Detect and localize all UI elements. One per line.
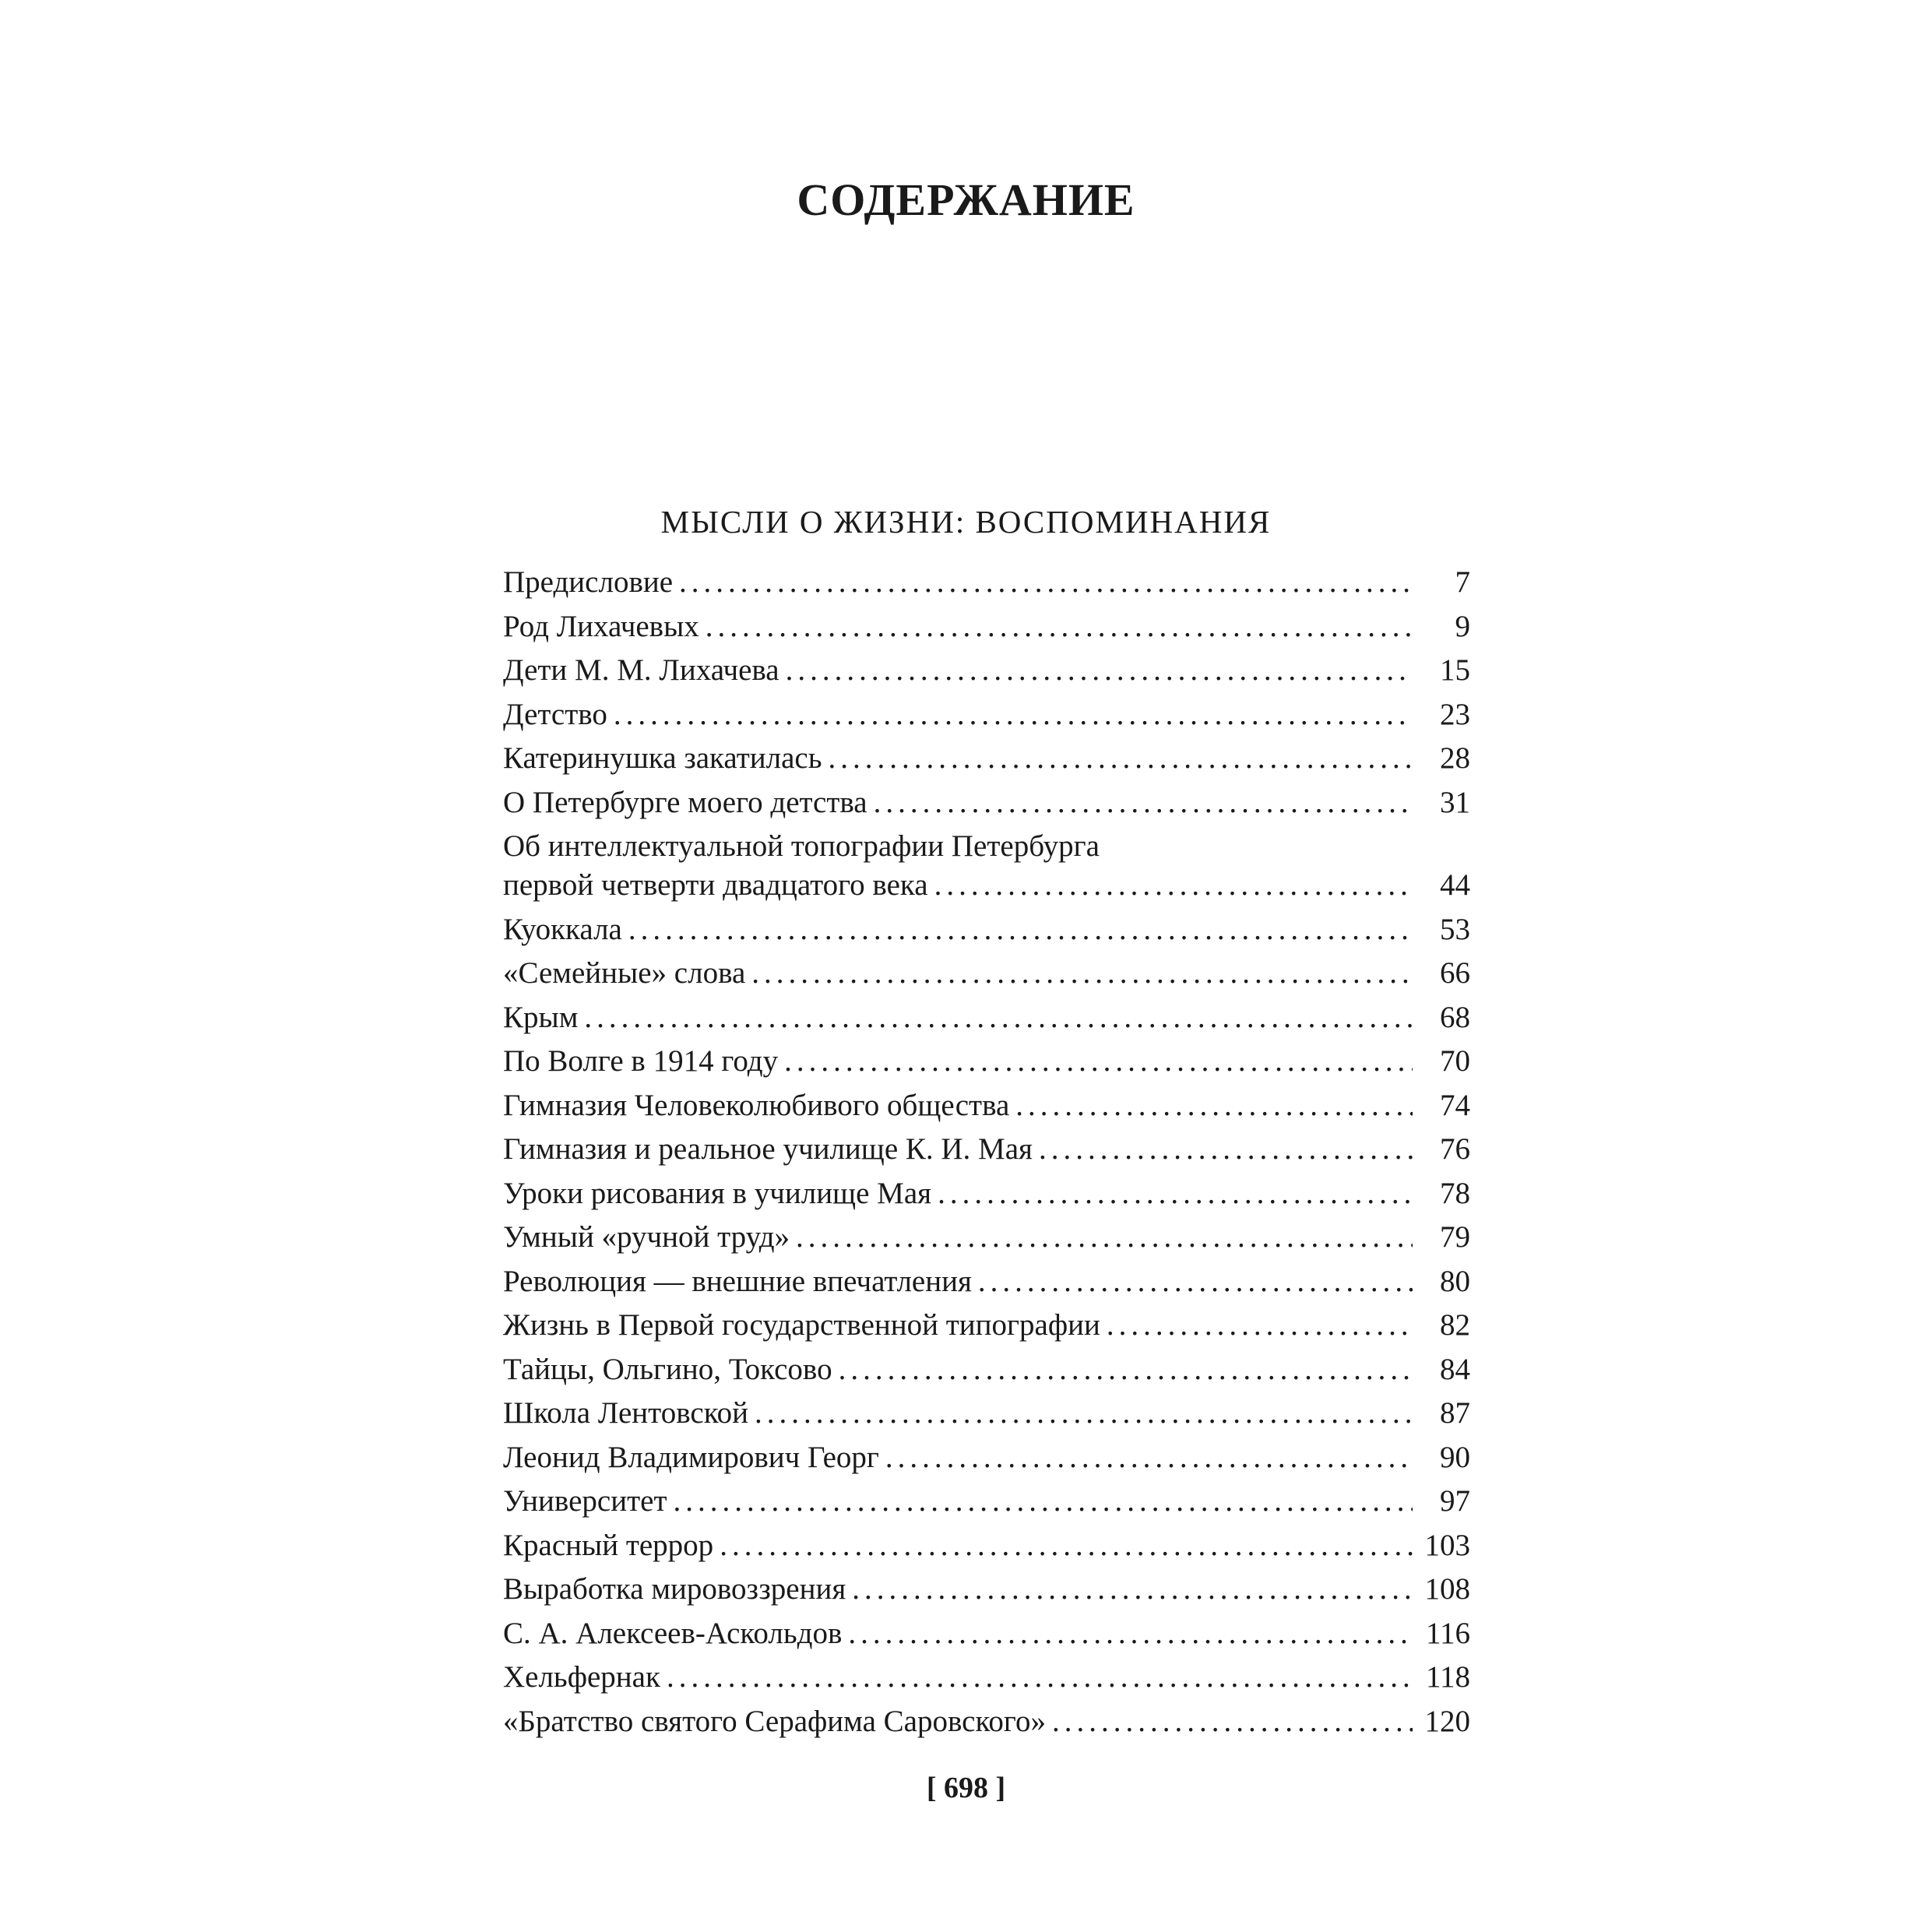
- dot-leader: [1039, 1128, 1413, 1172]
- toc-entry: [503, 1172, 1470, 1216]
- toc-entry-page: 116: [1425, 1616, 1470, 1650]
- toc-entry-title: Род Лихачевых: [503, 609, 699, 643]
- toc-entry: [503, 1128, 1470, 1172]
- toc-entry-page: 84: [1440, 1352, 1470, 1386]
- toc-entry: [503, 1392, 1470, 1436]
- dot-leader: [1015, 1084, 1413, 1128]
- toc-entry-page: 9: [1455, 609, 1470, 643]
- dot-leader: [796, 1216, 1413, 1260]
- dot-leader: [978, 1260, 1413, 1304]
- toc-entry: [503, 996, 1470, 1040]
- toc-entry: [503, 1084, 1470, 1128]
- toc-entry: [503, 737, 1470, 781]
- toc-entry-title: Катеринушка закатилась: [503, 741, 822, 775]
- toc-entry-page: 44: [1440, 868, 1470, 902]
- page-number: [ 698 ]: [926, 1772, 1006, 1804]
- toc-entry-page: 31: [1440, 785, 1470, 819]
- dot-leader: [839, 1348, 1413, 1392]
- toc-entry-title: О Петербурге моего детства: [503, 785, 867, 819]
- toc-entry-title: Дети М. М. Лихачева: [503, 653, 779, 687]
- dot-leader: [1052, 1700, 1413, 1744]
- toc-entry-page: 80: [1440, 1264, 1470, 1298]
- dot-leader: [852, 1568, 1413, 1612]
- toc-entry: [503, 1524, 1470, 1568]
- toc-entry: [503, 952, 1470, 996]
- dot-leader: [1107, 1304, 1413, 1348]
- toc-entry-title: Детство: [503, 697, 607, 731]
- dot-leader: [667, 1656, 1413, 1700]
- toc-entry: [503, 825, 1470, 908]
- toc-entry: [503, 649, 1470, 693]
- toc-entry: [503, 1304, 1470, 1348]
- dot-leader: [751, 952, 1413, 996]
- toc-entry-title: Гимназия Человеколюбивого общества: [503, 1088, 1010, 1122]
- dot-leader: [885, 1436, 1413, 1480]
- toc-entry-title: Жизнь в Первой государственной типографии: [503, 1308, 1100, 1342]
- toc-entry-title: Леонид Владимирович Георг: [503, 1440, 879, 1474]
- dot-leader: [720, 1524, 1413, 1568]
- dot-leader: [848, 1612, 1413, 1656]
- toc-entry-title: Куоккала: [503, 912, 622, 946]
- toc-entry-page: 74: [1440, 1088, 1470, 1122]
- toc-entry: [503, 605, 1470, 649]
- section-heading: МЫСЛИ О ЖИЗНИ: ВОСПОМИНАНИЯ: [660, 504, 1272, 540]
- toc-entry-page: 70: [1440, 1044, 1470, 1078]
- dot-leader: [829, 737, 1413, 781]
- toc-entry-page: 78: [1440, 1176, 1470, 1210]
- toc-entry: [503, 1480, 1470, 1524]
- toc-entry: [503, 1656, 1470, 1700]
- toc-entry: [503, 1568, 1470, 1612]
- toc-entry: [503, 1040, 1470, 1084]
- dot-leader: [755, 1392, 1413, 1436]
- dot-leader: [706, 605, 1413, 649]
- dot-leader: [784, 1040, 1413, 1084]
- toc-entry-title: Крым: [503, 1000, 579, 1034]
- toc-entry-page: 97: [1440, 1484, 1470, 1518]
- toc-entry: [503, 908, 1470, 952]
- toc-entry-title: Университет: [503, 1484, 667, 1518]
- toc-entry-page: 79: [1440, 1220, 1470, 1254]
- toc-entry-title: «Братство святого Серафима Саровского»: [503, 1704, 1046, 1738]
- dot-leader: [628, 908, 1413, 952]
- toc-entry-title: первой четверти двадцатого века: [503, 868, 928, 902]
- toc-entry-page: 28: [1440, 741, 1470, 775]
- toc-entry-page: 120: [1424, 1704, 1470, 1738]
- toc-entry: [503, 1612, 1470, 1656]
- toc-entry-page: 90: [1440, 1440, 1470, 1474]
- toc-entry-title-line1: Об интеллектуальной топографии Петербурга: [503, 829, 1100, 863]
- toc-entry-page: 7: [1455, 565, 1470, 599]
- dot-leader: [584, 996, 1413, 1040]
- toc-entry: [503, 781, 1470, 825]
- toc-entry-title: Предисловие: [503, 565, 674, 599]
- toc-entry-title: Хельфернак: [503, 1660, 660, 1694]
- dot-leader: [679, 561, 1413, 605]
- toc-entry: [503, 1348, 1470, 1392]
- table-of-contents: [503, 561, 1470, 1744]
- toc-entry: [503, 1216, 1470, 1260]
- toc-entry-page: 15: [1440, 653, 1470, 687]
- toc-entry-page: 108: [1424, 1572, 1470, 1606]
- toc-entry-title: С. А. Алексеев-Аскольдов: [503, 1616, 843, 1650]
- toc-entry-page: 53: [1440, 912, 1470, 946]
- toc-entry-title: По Волге в 1914 году: [503, 1044, 779, 1078]
- toc-entry-title: Умный «ручной труд»: [503, 1220, 790, 1254]
- toc-entry: [503, 561, 1470, 605]
- toc-entry-title: Выработка мировоззрения: [503, 1572, 846, 1606]
- toc-entry-title: Школа Лентовской: [503, 1396, 749, 1430]
- toc-entry: [503, 693, 1470, 737]
- toc-entry-page: 87: [1440, 1396, 1470, 1430]
- toc-entry-title: Гимназия и реальное училище К. И. Мая: [503, 1132, 1033, 1166]
- dot-leader: [614, 693, 1413, 737]
- toc-entry-page: 23: [1440, 697, 1470, 731]
- dot-leader: [934, 864, 1413, 908]
- toc-entry-page: 82: [1440, 1308, 1470, 1342]
- dot-leader: [786, 649, 1413, 693]
- dot-leader: [674, 1480, 1413, 1524]
- dot-leader: [874, 781, 1413, 825]
- toc-entry-page: 68: [1440, 1000, 1470, 1034]
- toc-entry-title: «Семейные» слова: [503, 956, 746, 990]
- toc-entry: [503, 1436, 1470, 1480]
- toc-entry: [503, 1260, 1470, 1304]
- toc-entry-page: 103: [1424, 1528, 1470, 1562]
- toc-entry: [503, 1700, 1470, 1744]
- toc-entry-page: 76: [1440, 1132, 1470, 1166]
- toc-entry-page: 66: [1440, 956, 1470, 990]
- toc-entry-page: 118: [1425, 1660, 1470, 1694]
- toc-entry-title: Уроки рисования в училище Мая: [503, 1176, 932, 1210]
- toc-entry-title: Красный террор: [503, 1528, 714, 1562]
- page-title: СОДЕРЖАНИЕ: [797, 174, 1135, 225]
- toc-entry-title: Тайцы, Ольгино, Токсово: [503, 1352, 832, 1386]
- toc-entry-title: Революция — внешние впечатления: [503, 1264, 972, 1298]
- dot-leader: [938, 1172, 1413, 1216]
